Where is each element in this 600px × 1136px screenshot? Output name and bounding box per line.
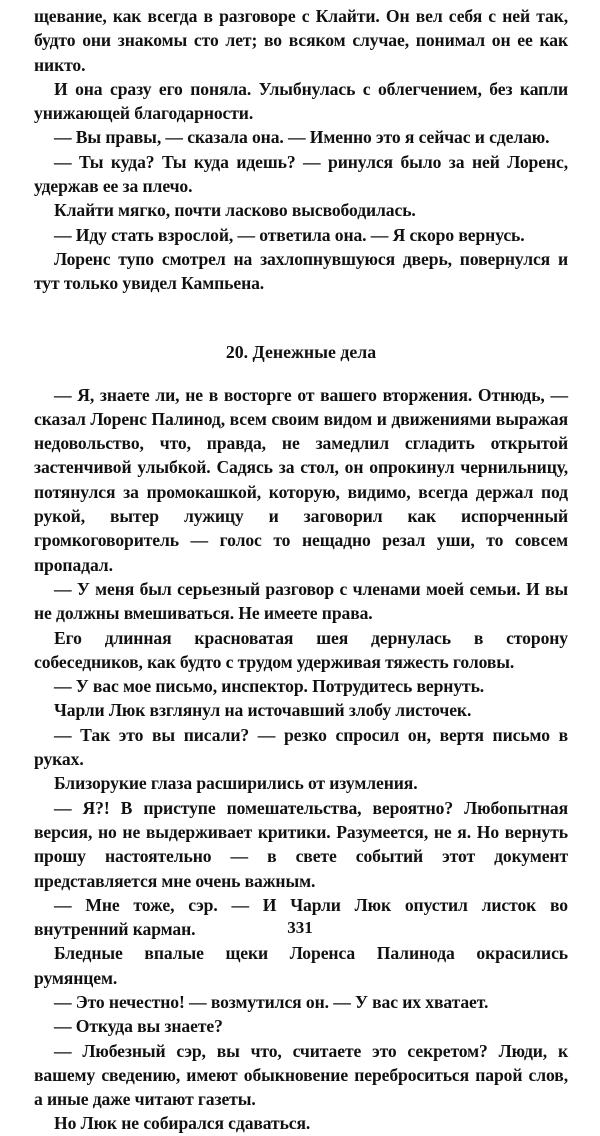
paragraph: — Я, знаете ли, не в восторге от вашего вторжения. Отнюдь, — сказал Лоренс Палинод, всем своим видом и движениями выражая недовольство, что, правда, не замедлил сгладить открытой застенчивой улыбкой. Садясь за стол, он опрокинул чернильницу, потянулся за промокашкой, которую, видимо, всегда держал под рукой, вытер лужицу и заговорил как испорченный громкоговоритель — голос то нещадно резал уши, то совсем пропадал. [34, 384, 568, 575]
page-number: 331 [287, 918, 313, 937]
paragraph: Чарли Люк взглянул на источавший злобу листочек. [54, 700, 472, 721]
paragraph: — Иду стать взрослой, — ответила она. — Я скоро вернусь. [54, 224, 525, 245]
paragraph: — Это нечестно! — возмутился он. — У вас их хватает. [54, 991, 489, 1012]
paragraph: — У вас мое письмо, инспектор. Потрудитесь вернуть. [54, 676, 485, 697]
paragraph: Но Люк не собирался сдаваться. [54, 1113, 311, 1134]
chapter-title: 20. Денежные дела [225, 341, 377, 362]
paragraph: — Ты куда? Ты куда идешь? — ринулся было за ней Лоренс, удержав ее за плечо. [34, 151, 568, 197]
paragraph: Лоренс тупо смотрел на захлопнувшуюся дверь, повернулся и тут только увидел Кампьена. [34, 248, 568, 294]
paragraph: — Я?! В приступе помешательства, вероятно? Любопытная версия, но не выдерживает критики. Разумеется, не я. Но вернуть прошу настоятельно — в свете событий этот документ представляется мне очень важным. [34, 797, 568, 891]
paragraph: Его длинная красноватая шея дернулась в сторону собеседников, как будто с трудом удерживая тяжесть головы. [34, 627, 568, 672]
paragraph: — У меня был серьезный разговор с членами моей семьи. И вы не должны вмешиваться. Не имеете права. [34, 578, 568, 624]
paragraph: Близорукие глаза расширились от изумления. [54, 773, 418, 794]
book-page [34, 4, 568, 1136]
paragraph: — Вы правы, — сказала она. — Именно это я сейчас и сделаю. [54, 127, 550, 148]
paragraph: — Любезный сэр, вы что, считаете это секретом? Люди, к вашему сведению, имеют обыкновение переброситься парой слов, а иные даже читают газеты. [34, 1040, 568, 1110]
paragraph: — Мне тоже, сэр. — И Чарли Люк опустил листок во внутренний карман. [34, 894, 568, 940]
paragraph: — Откуда вы знаете? [54, 1016, 223, 1037]
paragraph: щевание, как всегда в разговоре с Клайти. Он вел себя с ней так, будто они знакомы сто лет; во всяком случае, понимал он ее как никто. [34, 6, 568, 75]
paragraph: — Так это вы писали? — резко спросил он, вертя письмо в руках. [34, 724, 568, 770]
paragraph: И она сразу его поняла. Улыбнулась с облегчением, без капли унижающей благодарности. [34, 78, 568, 124]
paragraph: Бледные впалые щеки Лоренса Палинода окрасились румянцем. [34, 943, 568, 988]
paragraph: Клайти мягко, почти ласково высвободилась. [54, 200, 416, 221]
